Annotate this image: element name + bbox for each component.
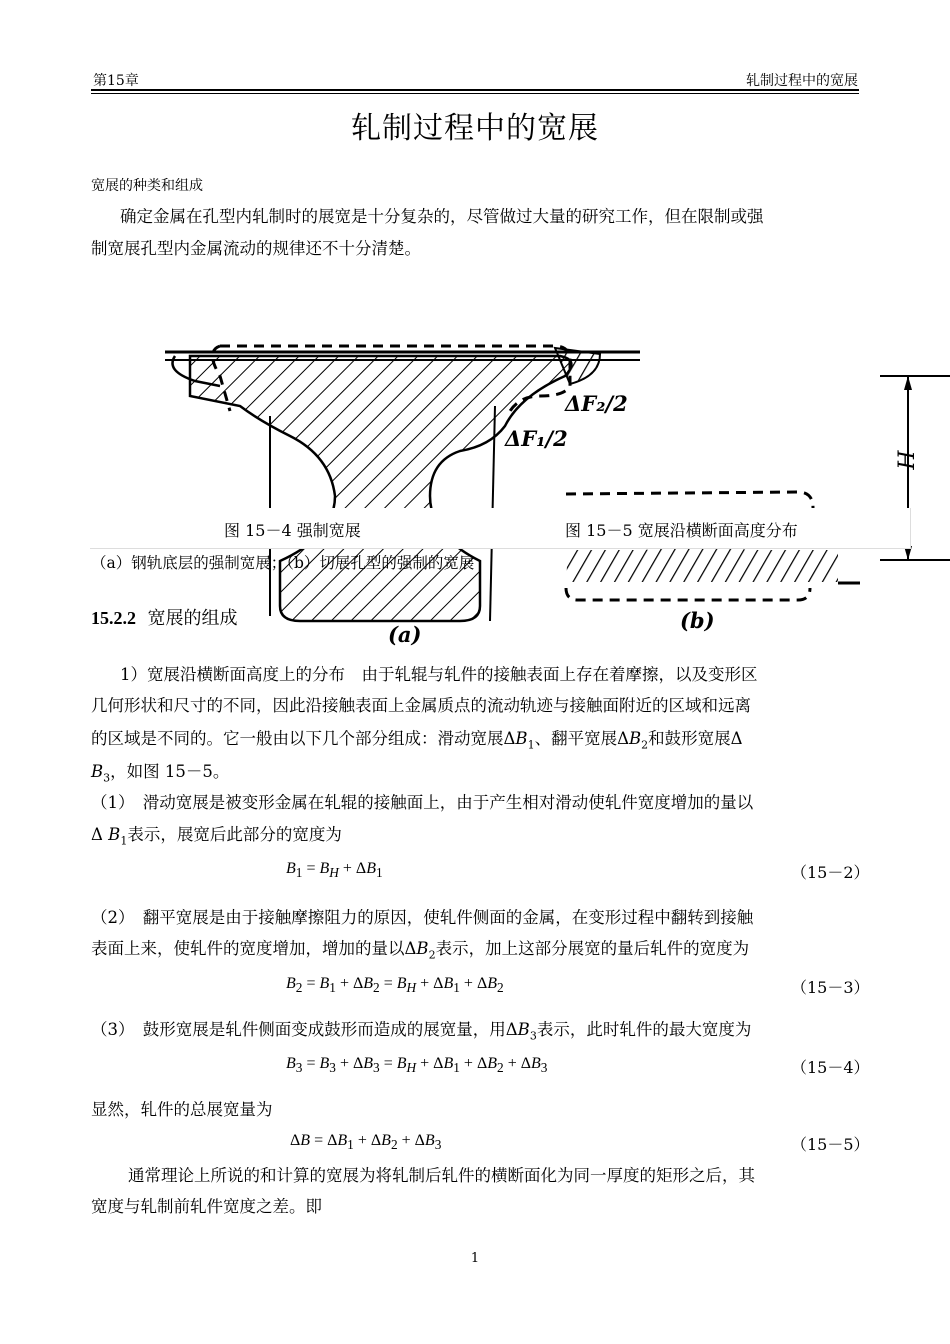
figure-subcaption: （a）钢轨底层的强制宽展；（b）切展孔型的强制的宽展 [91, 554, 475, 572]
equation-15-5: $\Delta B = \Delta B_1 + \Delta B_2 + \Delta B_3$ [290, 1132, 442, 1153]
page-number: 1 [470, 1251, 480, 1266]
para1-line-2: 几何形状和尺寸的不同，因此沿接触表面上金属质点的流动轨迹与接触面附近的区域和远离 [91, 696, 751, 715]
para1-line-1: 1）宽展沿横断面高度上的分布 由于轧辊与轧件的接触表面上存在着摩擦，以及变形区 [120, 665, 758, 684]
section-heading [91, 604, 237, 630]
equation-15-4: $B_3 = B_3 + \Delta B_3 = B_H + \Delta B_1 + \Delta B_2 + \Delta B_3$ [286, 1055, 548, 1076]
item1-line-2: Δ $B_1$表示，展宽后此部分的宽度为 [91, 825, 342, 848]
item2-line-2: 表面上来，使轧件的宽度增加，增加的量以$\Delta B_2$表示，加上这部分展宽的量后轧件的宽度为 [91, 939, 750, 962]
para1-line-3: 的区域是不同的。它一般由以下几个部分组成：滑动宽展$\Delta B_1$、翻平宽展$\Delta B_2$和鼓形宽展Δ [91, 729, 743, 752]
figure-caption-15-4: 图 15－4 强制宽展 [224, 518, 361, 541]
figure-caption-15-5: 图 15－5 宽展沿横断面高度分布 [565, 518, 798, 541]
section-number: 15.2.2 [91, 608, 136, 628]
section-title: 宽展的组成 [147, 608, 238, 629]
equation-number-15-2: （15－2） [791, 863, 870, 882]
label-delta-f1: ΔF₁/2 [505, 426, 568, 451]
equation-number-15-4: （15－4） [791, 1058, 870, 1077]
equation-15-3: $B_2 = B_1 + \Delta B_2 = B_H + \Delta B_1 + \Delta B_2$ [286, 975, 504, 996]
header-rule [91, 89, 859, 91]
subsection-label: 宽展的种类和组成 [91, 178, 203, 194]
para1-line-4: $B_3$，如图 15－5。 [91, 762, 230, 785]
intro-line-1: 确定金属在孔型内轧制时的展宽是十分复杂的，尽管做过大量的研究工作，但在限制或强 [120, 207, 764, 226]
item1-line-1: （1） 滑动宽展是被变形金属在轧辊的接触面上，由于产生相对滑动使轧件宽度增加的量以 [91, 793, 754, 812]
label-delta-f2: ΔF₂/2 [565, 391, 628, 416]
label-b: (b) [680, 608, 715, 633]
closing-line-2: 宽度与轧制前轧件宽度之差。即 [91, 1197, 322, 1216]
header-rule-thin [91, 93, 859, 94]
total-text: 显然，轧件的总展宽量为 [91, 1100, 273, 1119]
header-section: 轧制过程中的宽展 [746, 73, 858, 89]
equation-number-15-5: （15－5） [791, 1135, 870, 1154]
page-title: 轧制过程中的宽展 [351, 111, 599, 146]
label-a: (a) [388, 622, 422, 647]
equation-number-15-3: （15－3） [791, 978, 870, 997]
item3-line-1: （3） 鼓形宽展是轧件侧面变成鼓形而造成的展宽量，用$\Delta B_3$表示，此时轧件的最大宽度为 [91, 1020, 752, 1043]
header-chapter: 第15章 [93, 73, 139, 89]
label-h: H [895, 450, 920, 470]
intro-line-2: 制宽展孔型内金属流动的规律还不十分清楚。 [91, 239, 421, 258]
closing-line-1: 通常理论上所说的和计算的宽展为将轧制后轧件的横断面化为同一厚度的矩形之后，其 [128, 1166, 755, 1185]
item2-line-1: （2） 翻平宽展是由于接触摩擦阻力的原因，使轧件侧面的金属，在变形过程中翻转到接触 [91, 908, 754, 927]
figure-b-section-drawing [548, 480, 860, 640]
equation-15-2: $B_1 = B_H + \Delta B_1$ [286, 860, 383, 881]
